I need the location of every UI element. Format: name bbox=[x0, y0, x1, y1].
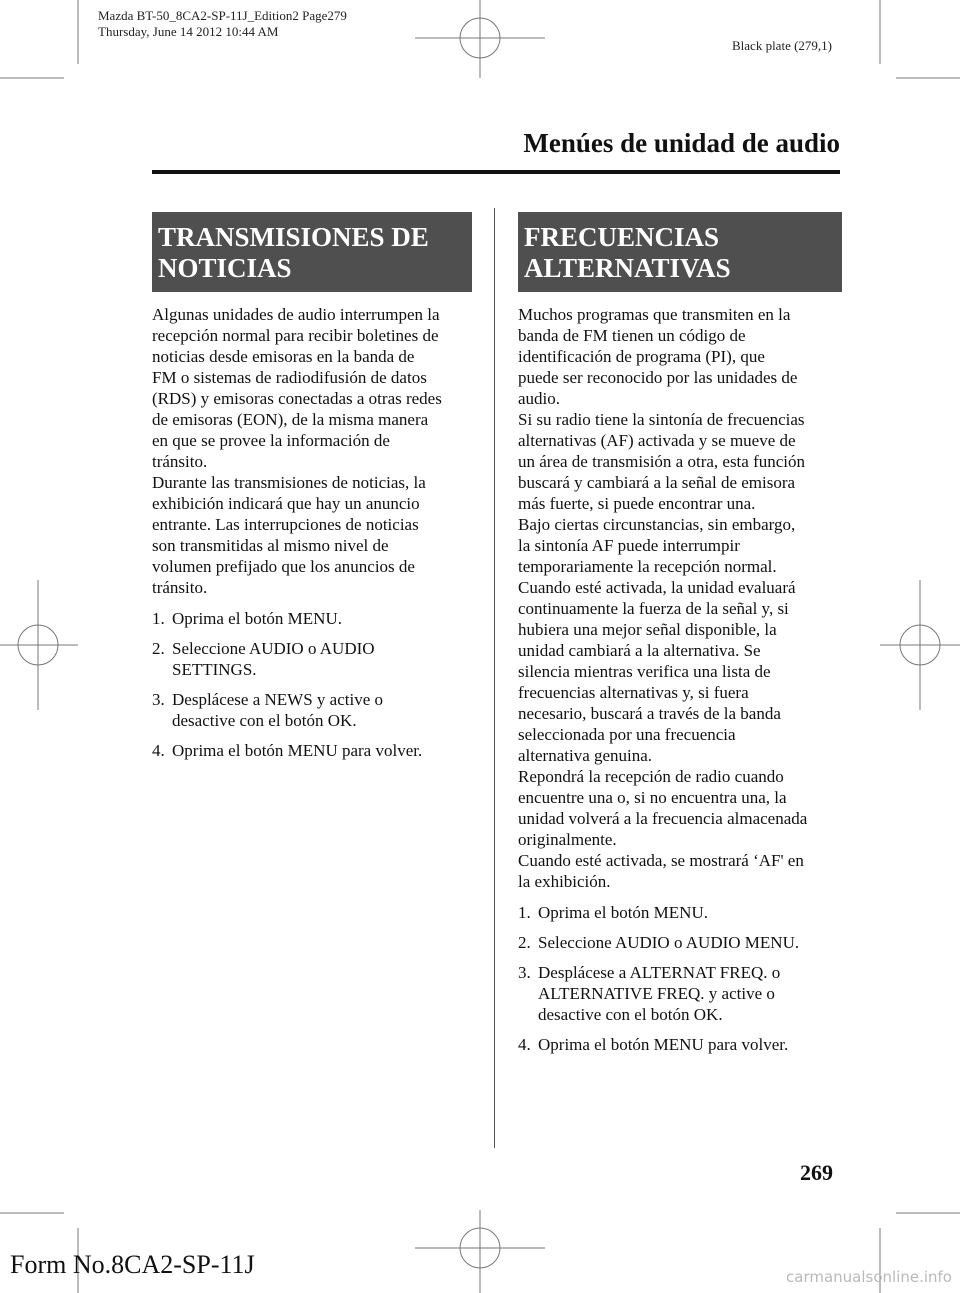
page-number: 269 bbox=[800, 1160, 833, 1185]
list-item: 4. Oprima el botón MENU para volver. bbox=[518, 1035, 789, 1054]
left-body bbox=[152, 304, 472, 761]
print-metadata-line1: Mazda BT-50_8CA2-SP-11J_Edition2 Page279 bbox=[98, 8, 347, 23]
section-title: Menúes de unidad de audio bbox=[523, 128, 840, 158]
paragraph: Muchos programas que transmiten en la banda de FM tienen un código de identificación de programa (PI), que puede ser reconocido por las unidades de audio. bbox=[518, 305, 798, 408]
banner-line: FRECUENCIAS bbox=[524, 222, 720, 252]
form-number: Form No.8CA2-SP-11J bbox=[10, 1250, 255, 1279]
title-rule bbox=[152, 170, 840, 174]
print-metadata-line2: Thursday, June 14 2012 10:44 AM bbox=[98, 24, 279, 39]
right-body bbox=[518, 304, 842, 1055]
paragraph: Cuando esté activada, la unidad evaluará continuamente la fuerza de la señal y, si hubiera una mejor señal disponible, la unidad cambiará a la alternativa. Se silencia mientras verifica una lista de frecuencias alternativas y, si fuera necesario, buscará a través de la banda seleccionada por una frecuencia alternativa genuina. bbox=[518, 578, 796, 765]
right-column bbox=[518, 212, 842, 1064]
list-item: 4. Oprima el botón MENU para volver. bbox=[152, 741, 423, 760]
list-item: 3. Desplácese a ALTERNAT FREQ. o ALTERNATIVE FREQ. y active o desactive con el botón OK. bbox=[518, 963, 781, 1024]
watermark-text: carmanualsonline.info bbox=[786, 1268, 952, 1286]
paragraph: Repondrá la recepción de radio cuando encuentre una o, si no encuentra una, la unidad volverá a la frecuencia almacenada originalmente. bbox=[518, 767, 808, 849]
print-metadata bbox=[98, 8, 347, 40]
section-banner-frecuencias bbox=[518, 212, 842, 292]
paragraph: Si su radio tiene la sintonía de frecuencias alternativas (AF) activada y se mueve de un área de transmisión a otra, esta función buscará y cambiará a la señal de emisora más fuerte, si puede encontrar una. bbox=[518, 410, 806, 513]
banner-line: ALTERNATIVAS bbox=[524, 253, 731, 283]
steps-list bbox=[518, 902, 842, 1055]
list-item: 2. Seleccione AUDIO o AUDIO SETTINGS. bbox=[152, 639, 375, 679]
list-item: 2. Seleccione AUDIO o AUDIO MENU. bbox=[518, 933, 800, 952]
list-item: 3. Desplácese a NEWS y active o desactive con el botón OK. bbox=[152, 690, 383, 730]
banner-line: NOTICIAS bbox=[158, 253, 292, 283]
paragraph: Cuando esté activada, se mostrará ‘AF' en la exhibición. bbox=[518, 851, 804, 891]
left-column bbox=[152, 212, 472, 770]
list-item: 1. Oprima el botón MENU. bbox=[518, 903, 708, 922]
section-banner-noticias bbox=[152, 212, 472, 292]
banner-line: TRANSMISIONES DE bbox=[158, 222, 429, 252]
plate-label: Black plate (279,1) bbox=[732, 38, 832, 53]
paragraph: Bajo ciertas circunstancias, sin embargo, la sintonía AF puede interrumpir temporariamente la recepción normal. bbox=[518, 515, 796, 576]
list-item: 1. Oprima el botón MENU. bbox=[152, 609, 342, 628]
paragraph: Algunas unidades de audio interrumpen la recepción normal para recibir boletines de noticias desde emisoras en la banda de FM o sistemas de radiodifusión de datos (RDS) y emisoras conectadas a otras redes de emisoras (EON), de la misma manera en que se provee la información de tránsito. bbox=[152, 305, 442, 471]
column-divider bbox=[494, 208, 495, 1148]
steps-list bbox=[152, 608, 472, 761]
paragraph: Durante las transmisiones de noticias, la exhibición indicará que hay un anuncio entrante. Las interrupciones de noticias son transmitidas al mismo nivel de volumen prefijado que los anuncios de tránsito. bbox=[152, 473, 426, 597]
